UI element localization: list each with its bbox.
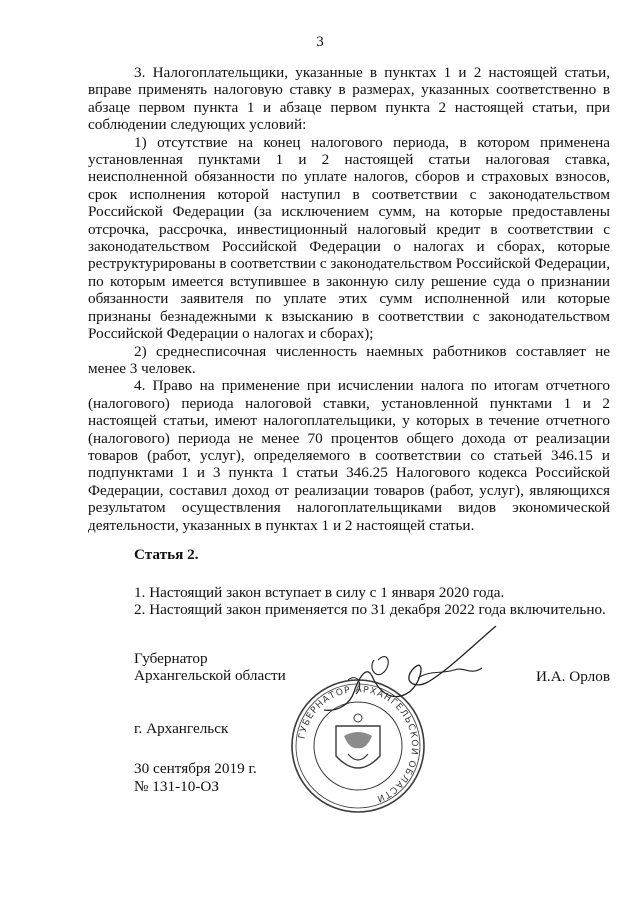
governor-title-line-2: Архангельской области [134,667,286,685]
article-2-title: Статья 2. [134,546,199,563]
paragraph-3-condition-1: 1) отсутствие на конец налогового периода, в котором применена установленная пунктами 1 и 2 настоящей статьи налоговая ставка, неисполненной обязанности по уплате налогов, сборов и страховых взносов, срок исполнения которой наступил в соответствии с законодательством Российской Федерации (за исключением сумм, на которые предоставлены отсрочка, рассрочка, инвестиционный налоговый кредит в соответствии с законодательством Российской Федерации о налогах и сборах, которые реструктурированы в соответствии с законодательством Российской Федерации, по которым имеется вступившее в законную силу решение суда о признании обязанности заявителя по уплате этих сумм исполненной или которые признаны безнадежными к взысканию в соответствии с законодательством Российской Федерации о налогах и сборах); [88,133,610,343]
paragraph-3: 3. Налогоплательщики, указанные в пунктах 1 и 2 настоящей статьи, вправе применять налоговую ставку в размерах, указанных соответственно в абзаце первом пункта 1 и абзаце первом пункта 2 настоящей статьи, при соблюдении следующих условий: [88,64,610,134]
paragraph-3-condition-2: 2) среднесписочная численность наемных работников составляет не менее 3 человек. [88,342,610,377]
governor-title-line-1: Губернатор [134,650,208,667]
article-2-items [134,584,606,619]
signing-date: 30 сентября 2019 г. [134,760,257,777]
page-number: 3 [316,34,324,50]
governor-name: И.А. Орлов [535,668,610,685]
governor-title [134,650,286,685]
place-of-signing: г. Архангельск [134,720,229,737]
governor-signature [318,620,498,720]
paragraph-4: 4. Право на применение при исчислении налога по итогам отчетного (налогового) периода налоговой ставки, установленной пунктами 1 и 2 настоящей статьи, имеют налогоплательщики, у которых в течение отчетного (налогового) периода не менее 70 процентов общего дохода от реализации товаров (работ, услуг), определяемого в соответствии со статьей 346.15 и подпунктами 1 и 3 пункта 1 статьи 346.25 Налогового кодекса Российской Федерации, составил доход от реализации товаров (работ, услуг), являющихся результатом осуществления налогоплательщиками видов экономической деятельности, указанных в пунктах 1 и 2 настоящей статьи. [88,377,610,534]
article-2-item-1: 1. Настоящий закон вступает в силу с 1 января 2020 года. [134,584,505,601]
seal-ring-text: ГУБЕРНАТОР АРХАНГЕЛЬСКОЙ ОБЛАСТИ [297,684,420,804]
article-2-item-2: 2. Настоящий закон применяется по 31 декабря 2022 года включительно. [134,601,606,619]
article-1-continuation [88,64,610,534]
law-number: № 131-10-ОЗ [134,778,219,795]
